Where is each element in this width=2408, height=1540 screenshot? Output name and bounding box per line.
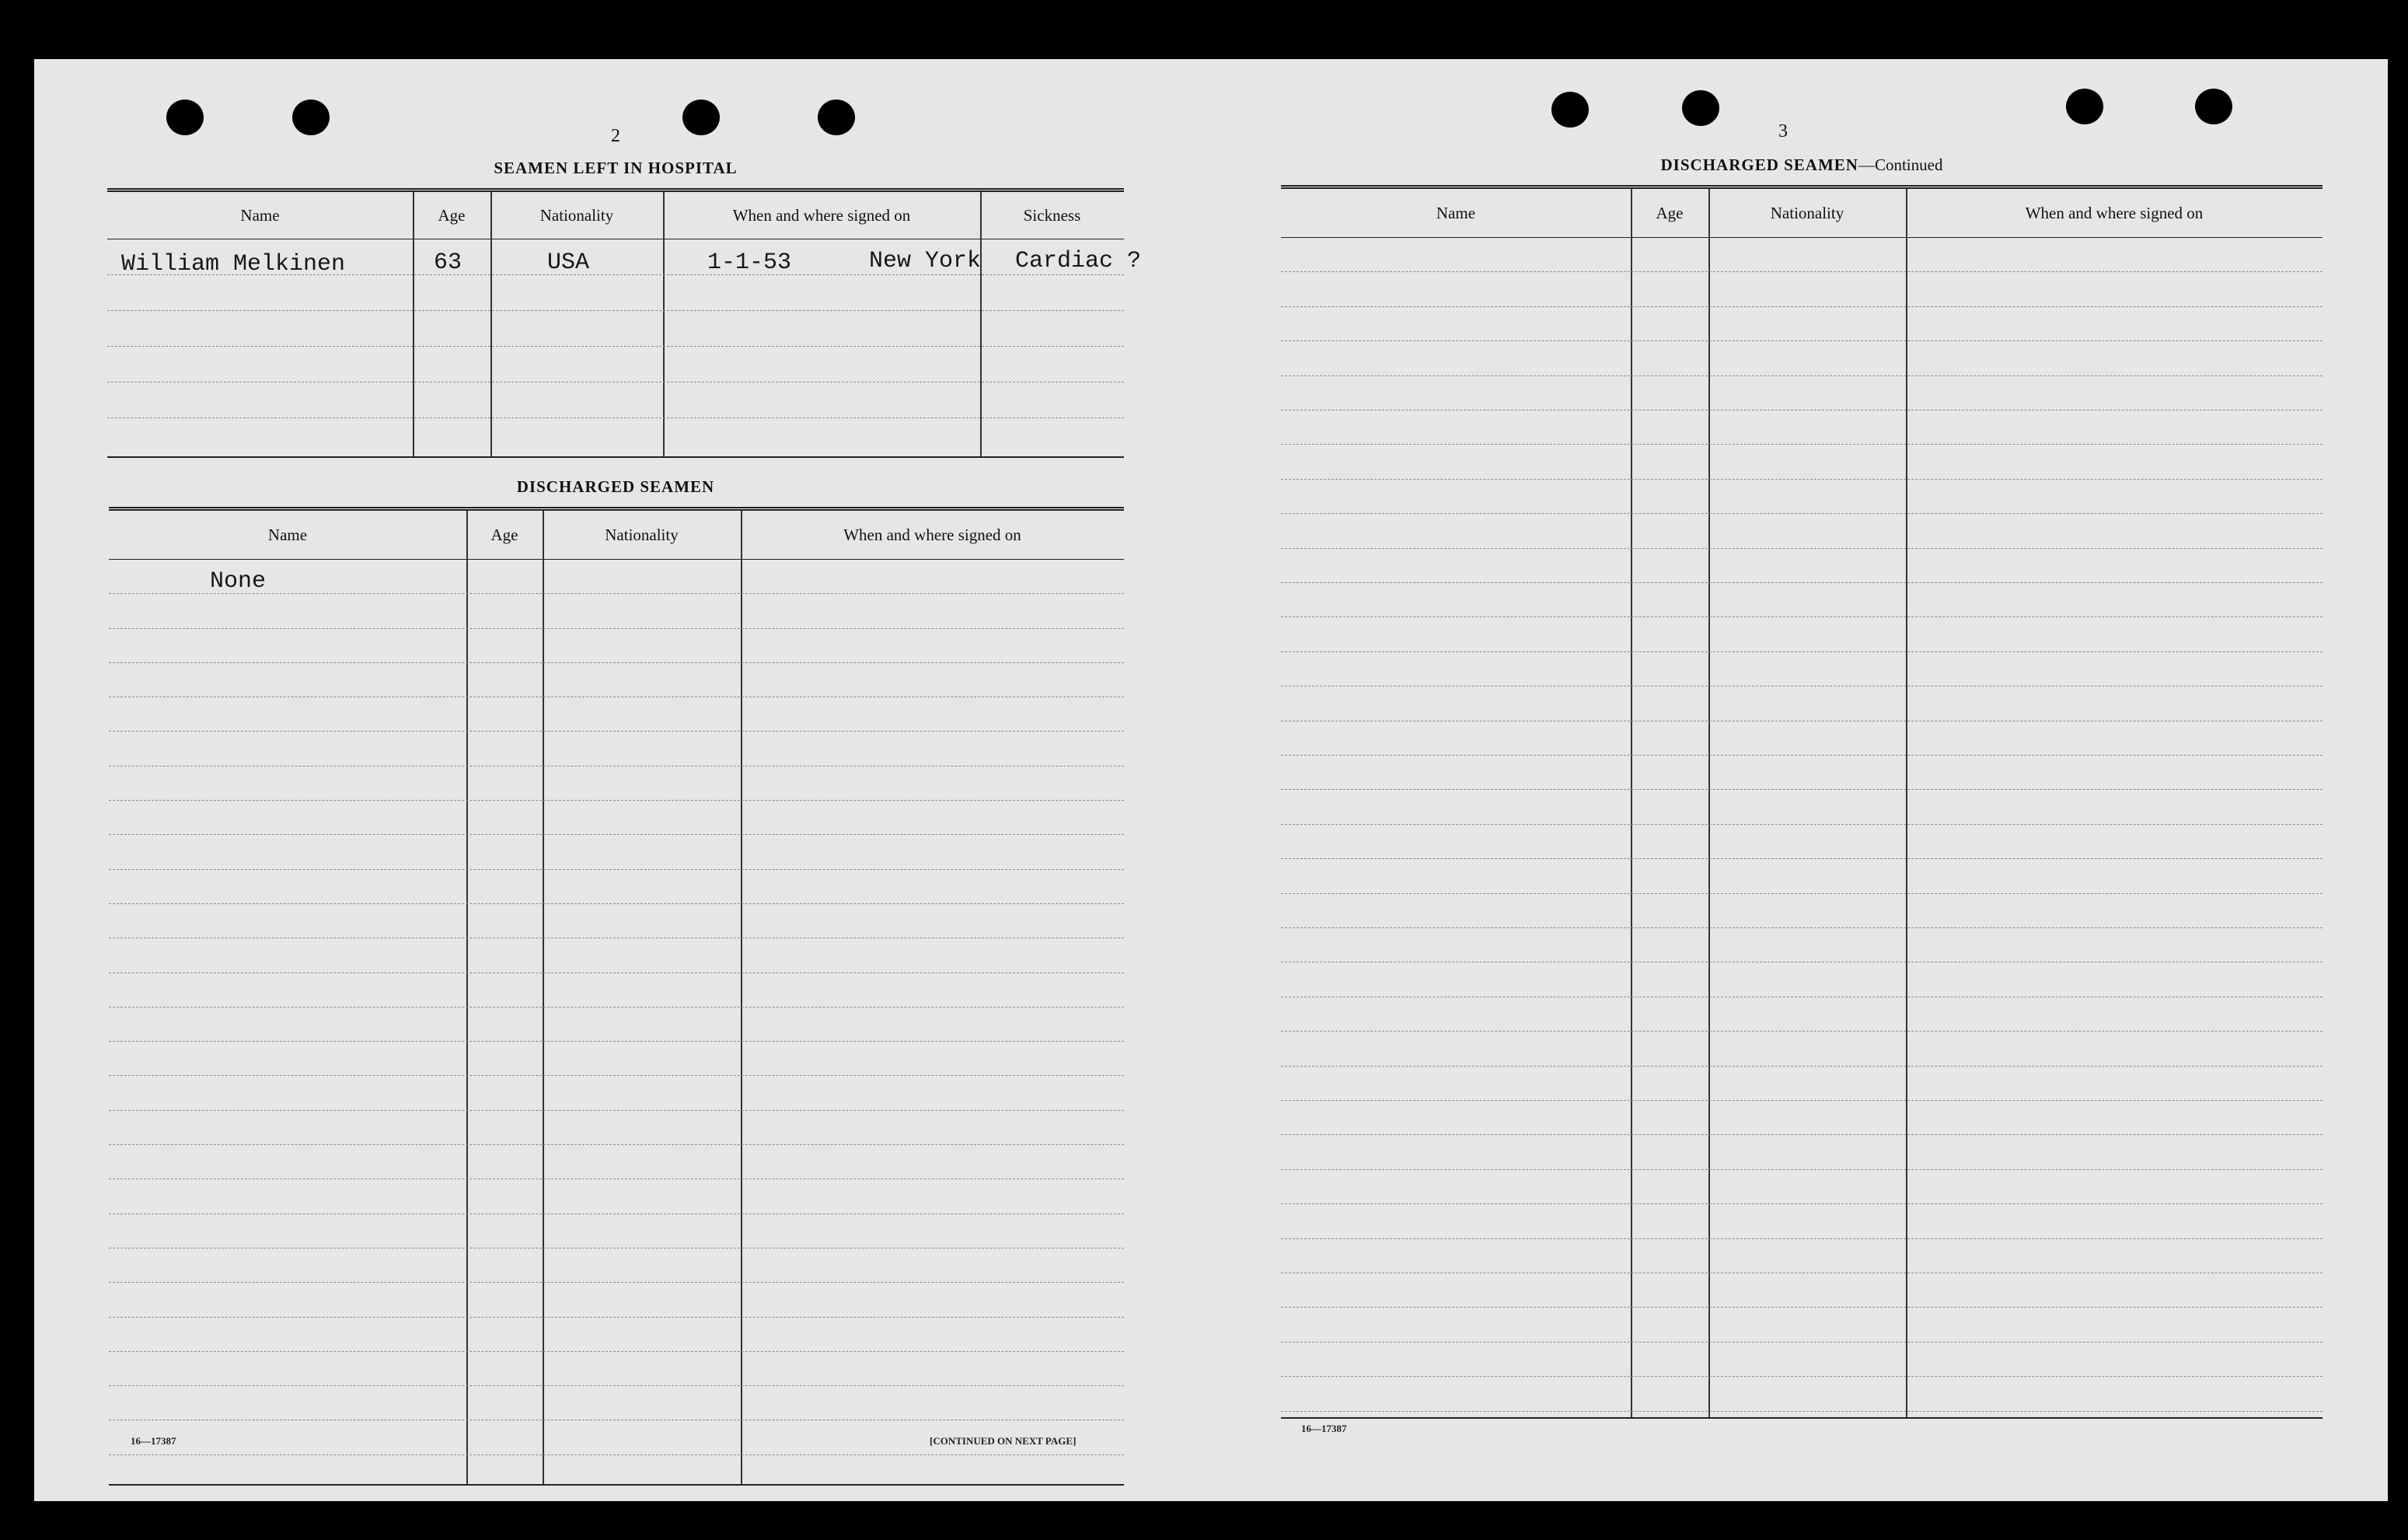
table-row <box>1281 237 2322 272</box>
table-row <box>109 732 1124 767</box>
col-header-sickness: Sickness <box>1023 205 1081 225</box>
table-row <box>109 903 1124 938</box>
entry-nationality: USA <box>547 250 590 276</box>
col-header-name: Name <box>1436 203 1476 222</box>
table-row <box>1281 340 2322 375</box>
continued-label: —Continued <box>1858 155 1943 174</box>
discharged-continued-title-main: DISCHARGED SEAMEN <box>1660 155 1858 174</box>
table-row <box>109 1317 1124 1352</box>
discharged-continued-table <box>1281 185 2322 1419</box>
form-number-left: 16—17387 <box>131 1435 176 1447</box>
col-header-signed-on: When and where signed on <box>843 525 1021 544</box>
table-row <box>1281 1342 2322 1377</box>
table-row <box>1281 548 2322 583</box>
table-row <box>1281 893 2322 928</box>
table-row <box>1281 686 2322 721</box>
table-row <box>1281 1100 2322 1135</box>
col-header-age: Age <box>1656 203 1684 222</box>
table-row <box>109 766 1124 801</box>
table-row <box>1281 721 2322 756</box>
table-row <box>1281 1169 2322 1204</box>
table-row <box>1281 479 2322 514</box>
table-row <box>1281 1134 2322 1169</box>
table-row <box>1281 927 2322 962</box>
entry-age: 63 <box>434 250 462 276</box>
table-row <box>109 1351 1124 1386</box>
col-header-age: Age <box>438 205 466 225</box>
hospital-section-title: SEAMEN LEFT IN HOSPITAL <box>494 159 738 177</box>
page-number-right: 3 <box>1778 121 1788 141</box>
table-row <box>107 274 1124 311</box>
table-row <box>109 1282 1124 1317</box>
entry-place: New York <box>869 248 982 274</box>
table-row <box>109 593 1124 628</box>
table-row <box>107 310 1124 347</box>
table-row <box>1281 789 2322 824</box>
punch-hole <box>818 100 855 135</box>
table-row <box>1281 616 2322 651</box>
table-row <box>1281 306 2322 341</box>
table-row <box>109 1179 1124 1213</box>
punch-hole <box>2066 89 2103 124</box>
table-row <box>109 1248 1124 1283</box>
table-row <box>1281 824 2322 859</box>
col-header-name: Name <box>240 205 280 225</box>
punch-hole <box>1551 92 1589 127</box>
table-row <box>109 1076 1124 1111</box>
table-row <box>1281 1238 2322 1273</box>
entry-sickness: Cardiac ? <box>1015 248 1142 274</box>
table-row <box>109 697 1124 732</box>
discharged-section-title: DISCHARGED SEAMEN <box>516 477 715 496</box>
table-row <box>109 1007 1124 1042</box>
table-row <box>1281 1376 2322 1411</box>
table-row <box>107 382 1124 418</box>
entry-name: William Melkinen <box>121 251 346 278</box>
table-row <box>109 662 1124 697</box>
col-header-nationality: Nationality <box>605 525 679 544</box>
punch-hole <box>2195 89 2232 124</box>
table-row <box>109 1041 1124 1076</box>
table-row <box>1281 410 2322 445</box>
page-number-left: 2 <box>611 126 620 146</box>
table-row <box>109 1144 1124 1179</box>
punch-hole <box>292 100 330 135</box>
table-row <box>1281 858 2322 893</box>
col-header-age: Age <box>490 525 518 544</box>
table-row <box>1281 375 2322 410</box>
table-row <box>1281 1203 2322 1238</box>
table-row <box>109 800 1124 835</box>
table-row <box>109 628 1124 663</box>
hospital-table <box>107 188 1142 458</box>
punch-hole <box>166 100 204 135</box>
table-row <box>1281 1307 2322 1342</box>
table-row <box>107 346 1124 382</box>
document-sheet <box>34 59 2388 1501</box>
table-row <box>109 973 1124 1007</box>
table-row <box>1281 582 2322 617</box>
entry-date: 1-1-53 <box>707 250 792 276</box>
table-row <box>109 1110 1124 1145</box>
col-header-signed-on: When and where signed on <box>732 205 911 225</box>
table-row <box>1281 513 2322 548</box>
table-row <box>1281 997 2322 1032</box>
table-row <box>1281 271 2322 306</box>
discharged-continued-title <box>1281 155 2322 175</box>
punch-hole <box>1682 90 1719 126</box>
table-row <box>109 834 1124 869</box>
table-row <box>109 869 1124 904</box>
continued-note: [CONTINUED ON NEXT PAGE] <box>930 1435 1077 1447</box>
col-header-nationality: Nationality <box>1770 203 1844 222</box>
table-row <box>1281 1031 2322 1066</box>
table-row <box>1281 444 2322 479</box>
entry-none: None <box>210 568 267 595</box>
table-row <box>1281 651 2322 686</box>
table-row <box>109 1213 1124 1248</box>
table-row <box>1281 1273 2322 1308</box>
table-row <box>1281 755 2322 790</box>
col-header-nationality: Nationality <box>539 205 614 225</box>
punch-hole <box>682 100 720 135</box>
table-row <box>1281 962 2322 997</box>
discharged-table <box>109 507 1124 1486</box>
col-header-name: Name <box>267 525 308 544</box>
table-row <box>1281 1066 2322 1101</box>
table-row <box>109 938 1124 973</box>
form-number-right: 16—17387 <box>1301 1423 1347 1434</box>
col-header-signed-on: When and where signed on <box>2025 203 2204 222</box>
table-row <box>109 1385 1124 1420</box>
